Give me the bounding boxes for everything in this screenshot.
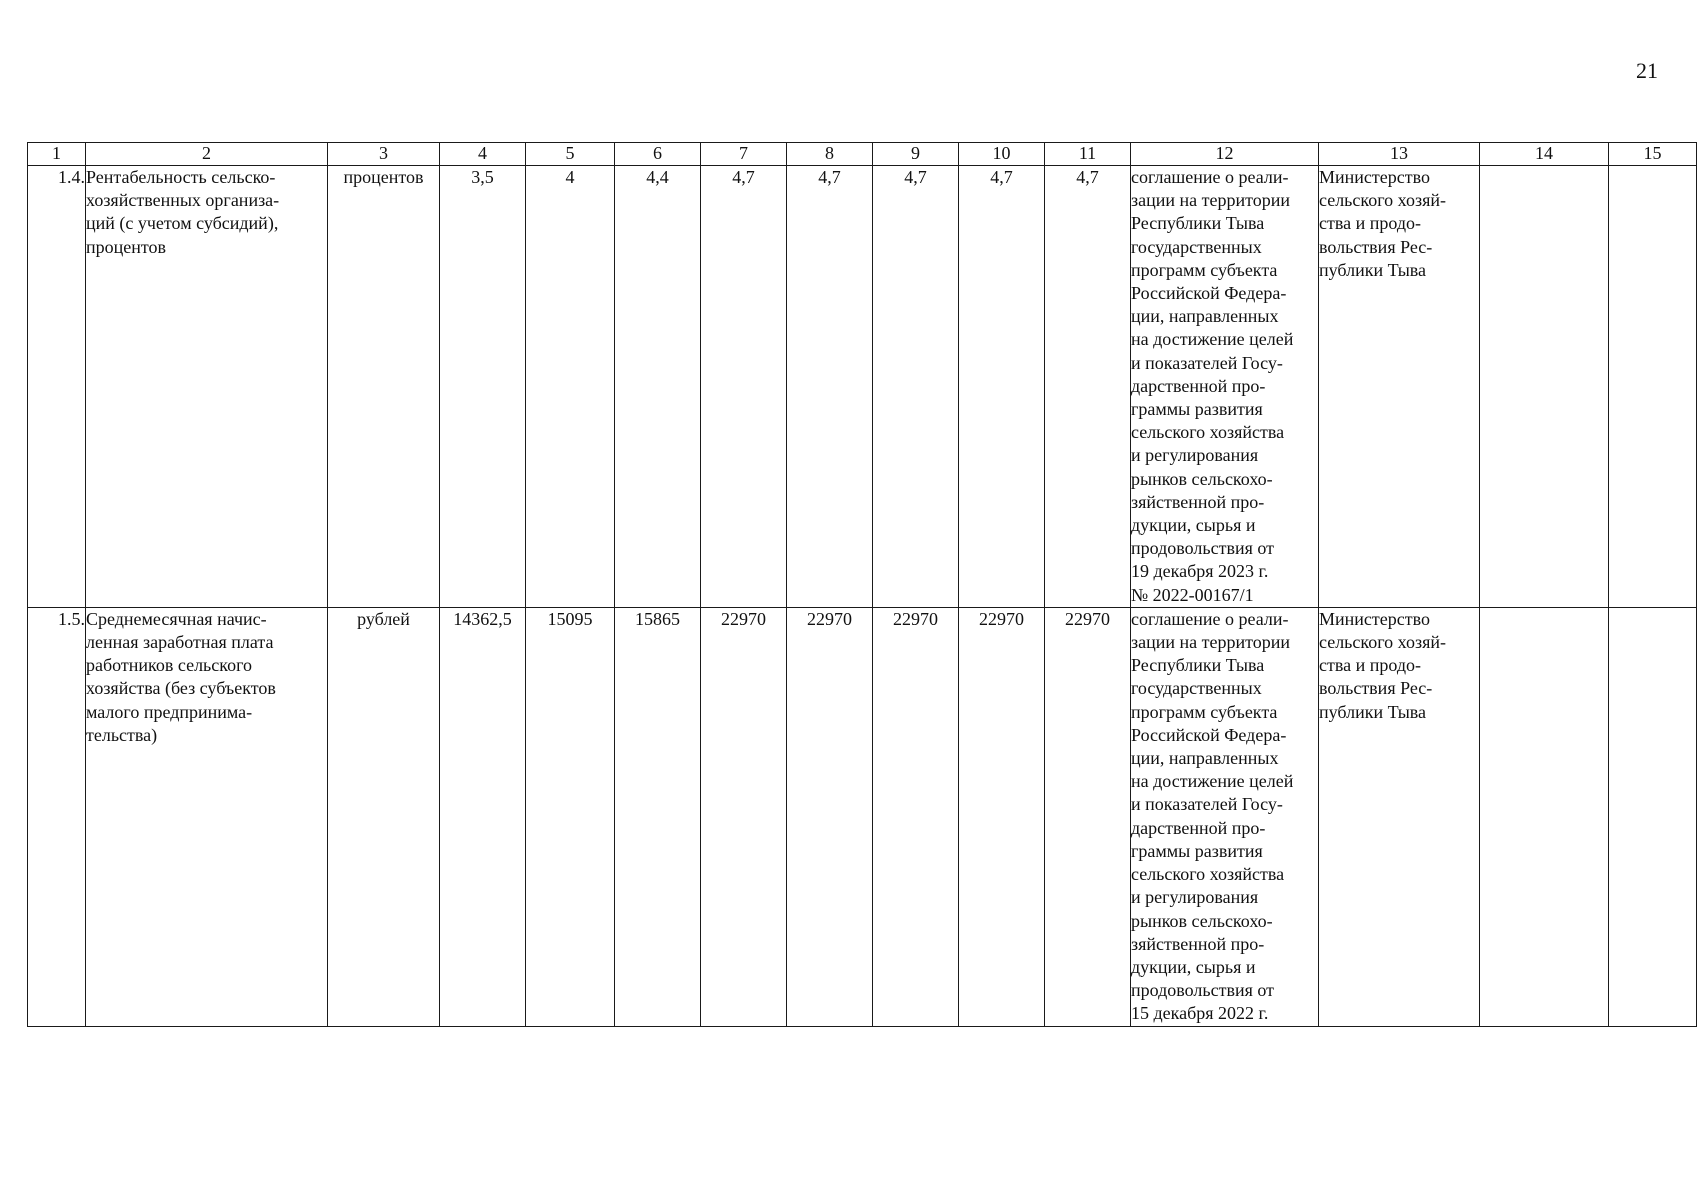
indicator-name: Среднемесячная начис- ленная заработная плата работников сельского хозяйства (без субъектов малого предпринима- тельства) [86,607,328,1026]
indicator-name: Рентабельность сельско- хозяйственных организа- ций (с учетом субсидий), процентов [86,166,328,608]
empty-cell [1609,166,1697,608]
value-cell: 15865 [615,607,701,1026]
row-index: 1.4. [28,166,86,608]
page-number: 21 [1636,58,1658,83]
value-cell: 4 [526,166,615,608]
column-header: 1 [28,143,86,166]
table-header-row [28,143,1697,166]
value-cell: 4,7 [701,166,787,608]
column-header: 8 [787,143,873,166]
column-header: 2 [86,143,328,166]
value-cell: 15095 [526,607,615,1026]
value-cell: 4,7 [1045,166,1131,608]
value-cell: 14362,5 [440,607,526,1026]
unit-cell: процентов [328,166,440,608]
basis-cell: соглашение о реали- зации на территории Республики Тыва государственных программ субъекта Российской Федера- ции, направленных на достижение целей и показателей Госу- дарственной про- граммы развития сельского хозяйства и регулирования рынков сельскохо- зяйственной про- дукции, сырья и продовольствия от 19 декабря 2023 г. № 2022-00167/1 [1131,166,1319,608]
column-header: 10 [959,143,1045,166]
value-cell: 4,7 [959,166,1045,608]
basis-cell: соглашение о реали- зации на территории Республики Тыва государственных программ субъекта Российской Федера- ции, направленных на достижение целей и показателей Госу- дарственной про- граммы развития сельского хозяйства и регулирования рынков сельскохо- зяйственной про- дукции, сырья и продовольствия от 15 декабря 2022 г. [1131,607,1319,1026]
column-header: 6 [615,143,701,166]
column-header: 15 [1609,143,1697,166]
indicators-table [27,142,1697,1027]
column-header: 4 [440,143,526,166]
value-cell: 3,5 [440,166,526,608]
table-row [28,166,1697,608]
value-cell: 4,7 [873,166,959,608]
value-cell: 22970 [959,607,1045,1026]
row-index: 1.5. [28,607,86,1026]
empty-cell [1480,166,1609,608]
column-header: 7 [701,143,787,166]
value-cell: 4,4 [615,166,701,608]
column-header: 14 [1480,143,1609,166]
unit-cell: рублей [328,607,440,1026]
responsible-cell: Министерство сельского хозяй- ства и продо- вольствия Рес- публики Тыва [1319,607,1480,1026]
value-cell: 22970 [701,607,787,1026]
value-cell: 22970 [873,607,959,1026]
value-cell: 4,7 [787,166,873,608]
empty-cell [1480,607,1609,1026]
responsible-cell: Министерство сельского хозяй- ства и продо- вольствия Рес- публики Тыва [1319,166,1480,608]
column-header: 11 [1045,143,1131,166]
empty-cell [1609,607,1697,1026]
column-header: 12 [1131,143,1319,166]
value-cell: 22970 [1045,607,1131,1026]
column-header: 9 [873,143,959,166]
table-row [28,607,1697,1026]
column-header: 13 [1319,143,1480,166]
column-header: 5 [526,143,615,166]
column-header: 3 [328,143,440,166]
value-cell: 22970 [787,607,873,1026]
